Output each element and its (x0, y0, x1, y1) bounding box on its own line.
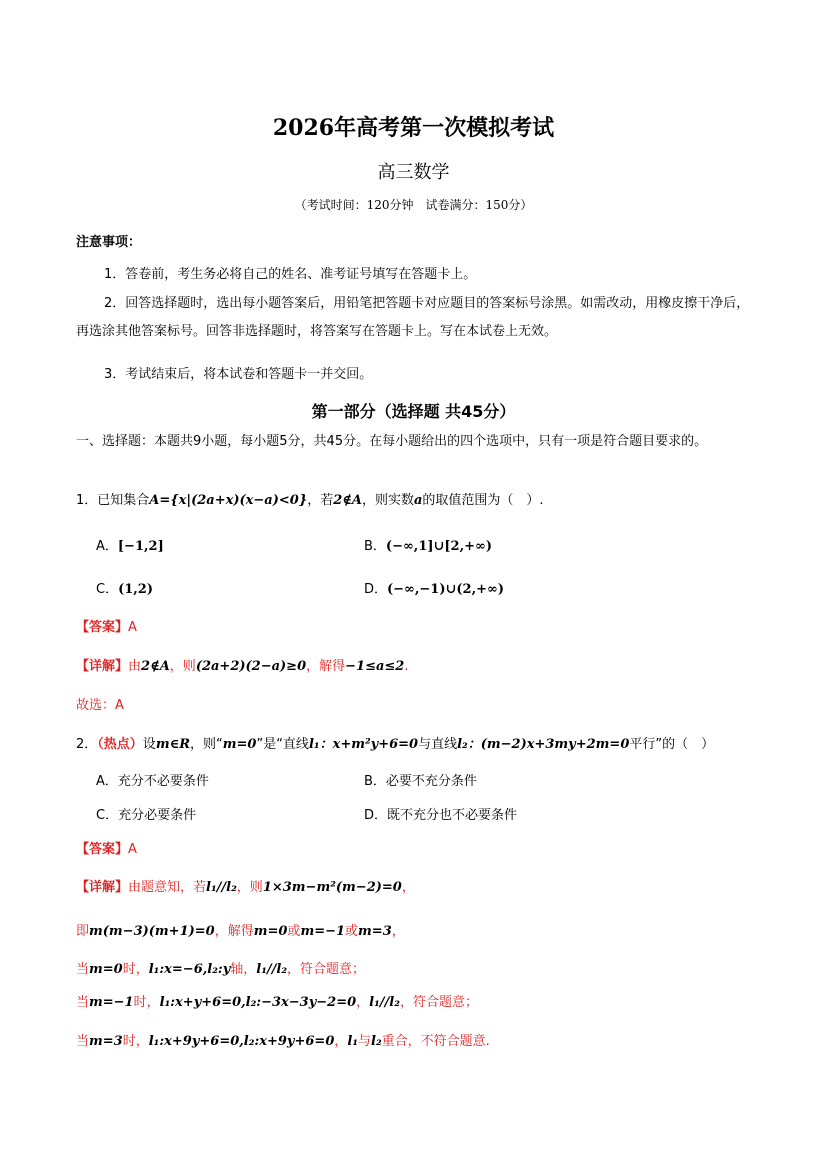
q1-detail-text-g: . (404, 659, 409, 674)
q2-d5-a: 当 (76, 1034, 90, 1049)
q2-d4-f: l₁//l₂ (369, 995, 400, 1010)
q1-detail-text-e: ，解得 (306, 659, 346, 674)
q1-answer-value: A (128, 620, 137, 635)
q2-stem-b: m∈R (155, 737, 190, 752)
q2-d2-e: 或 (287, 924, 301, 939)
q2-d2-i: ， (391, 924, 405, 939)
q1-option-a-label: A． (96, 539, 118, 554)
q2-d2-h: m=3 (358, 924, 392, 939)
q1-ask-suffix: 的取值范围为（ ）. (422, 493, 544, 508)
q1-option-a (96, 535, 164, 554)
q2-option-a: A．充分不必要条件 (96, 774, 209, 789)
q2-d3-f: l₁//l₂ (256, 962, 288, 977)
q2-detail-line-3 (76, 958, 365, 977)
q2-d1-e: ， (401, 880, 415, 895)
q2-detail-tag: 【详解】 (76, 880, 129, 895)
exam-title: 2026年高考第一次模拟考试 (272, 115, 555, 141)
q2-stem-c: ，则“ (190, 737, 223, 752)
q1-detail-text-c: ，则 (169, 659, 196, 674)
q1-detail-expr-d: (2a+2)(2−a)≥0 (195, 659, 307, 674)
subject-title: 高三数学 (377, 162, 450, 183)
q1-cond-prefix: ，若 (307, 493, 334, 508)
q1-detail-text-a: 由 (128, 659, 142, 674)
q2-d3-g: ，符合题意； (287, 962, 366, 977)
part1-title: 第一部分（选择题 共45分） (311, 402, 516, 421)
q2-stem-a: 设 (142, 737, 156, 752)
q2-d1-b: l₁//l₂ (206, 880, 237, 895)
q1-option-c-label: C． (96, 582, 119, 597)
q2-d4-a: 当 (76, 995, 90, 1010)
q2-hot-tag: （热点） (97, 737, 143, 752)
q2-d5-i: 重合，不符合题意. (381, 1034, 490, 1049)
part1-instruction: 一、选择题：本题共9小题，每小题5分，共45分。在每小题给出的四个选项中，只有一项是符合题目要求的。 (76, 434, 708, 449)
q2-stem-f: l₁：x+m²y+6=0 (308, 737, 419, 752)
q2-stem-h: l₂：(m−2)x+3my+2m=0 (457, 737, 630, 752)
q2-d2-a: 即 (76, 924, 90, 939)
q2-d2-d: m=0 (253, 924, 288, 939)
q1-option-b-label: B． (364, 539, 386, 554)
note-item-1: 1．答卷前，考生务必将自己的姓名、准考证号填写在答题卡上。 (104, 267, 477, 282)
q2-detail-line-5 (76, 1030, 490, 1049)
notes-heading: 注意事项： (76, 235, 142, 250)
q1-option-c (96, 578, 153, 597)
q2-d4-c: 时， (133, 995, 160, 1010)
q2-stem-g: 与直线 (418, 737, 458, 752)
q2-d5-e: ， (334, 1034, 348, 1049)
q2-d4-g: ，符合题意； (399, 995, 478, 1010)
q1-detail-expr-f: −1≤a≤2 (345, 659, 405, 674)
q2-answer-tag: 【答案】 (76, 842, 129, 857)
q2-d3-a: 当 (76, 962, 90, 977)
q1-ask-prefix: ，则实数 (361, 493, 414, 508)
q2-d2-b: m(m−3)(m+1)=0 (89, 924, 215, 939)
q2-d4-b: m=−1 (89, 995, 134, 1010)
q2-option-d: D．既不充分也不必要条件 (364, 808, 518, 823)
q2-stem-e: ”是“直线 (256, 737, 309, 752)
q1-detail (76, 655, 408, 674)
question-1-stem (76, 489, 544, 508)
q2-option-b: B．必要不充分条件 (364, 774, 477, 789)
q2-d2-c: ，解得 (214, 924, 254, 939)
q1-set-expr: A={x|(2a+x)(x−a)<0} (149, 493, 308, 508)
q1-choose: 故选：A (76, 698, 124, 713)
q2-detail-line-4 (76, 991, 478, 1010)
q1-answer-tag: 【答案】 (76, 620, 129, 635)
note-item-2: 2．回答选择题时，选出每小题答案后，用铅笔把答题卡对应题目的答案标号涂黑。如需改动，用橡皮擦干净后，再选涂其他答案标号。回答非选择题时，将答案写在答题卡上。写在本试卷上无效。 (76, 296, 750, 339)
q2-d3-e: 轴， (230, 962, 257, 977)
exam-info: （考试时间：120分钟 试卷满分：150分） (294, 198, 533, 212)
q1-number: 1．已知集合 (76, 493, 150, 508)
q2-d4-e: ， (356, 995, 370, 1010)
q1-detail-tag: 【详解】 (76, 659, 129, 674)
q2-option-c: C．充分必要条件 (96, 808, 197, 823)
note-item-3: 3．考试结束后，将本试卷和答题卡一并交回。 (104, 367, 373, 382)
q2-stem-d: m=0 (222, 737, 257, 752)
q1-cond-expr: 2∉A (333, 493, 362, 508)
q2-detail-line-1 (76, 876, 415, 895)
q2-answer (76, 838, 137, 857)
q2-d5-g: 与 (358, 1034, 372, 1049)
q2-d3-c: 时， (122, 962, 149, 977)
q1-option-c-value: (1,2) (118, 582, 153, 597)
q2-d4-d: l₁:x+y+6=0,l₂:−3x−3y−2=0 (159, 995, 357, 1010)
q1-var: a (413, 493, 423, 508)
q1-option-a-value: [−1,2] (117, 539, 164, 554)
q2-d2-f: m=−1 (300, 924, 346, 939)
q1-option-d (364, 578, 504, 597)
q2-detail-line-2 (76, 920, 405, 939)
q2-d3-b: m=0 (89, 962, 123, 977)
q2-d3-d: l₁:x=−6,l₂:y (148, 962, 231, 977)
q2-d5-d: l₁:x+9y+6=0,l₂:x+9y+6=0 (148, 1034, 335, 1049)
q2-number: 2． (76, 737, 98, 752)
q2-d1-a: 由题意知，若 (128, 880, 207, 895)
q2-d5-f: l₁ (347, 1034, 359, 1049)
q1-option-d-value: (−∞,−1)∪(2,+∞) (387, 582, 504, 597)
question-2-stem (76, 733, 714, 752)
q2-d2-g: 或 (345, 924, 359, 939)
q1-detail-expr-b: 2∉A (141, 659, 170, 674)
q2-answer-value: A (128, 842, 137, 857)
q1-answer (76, 616, 137, 635)
q1-option-b (364, 535, 492, 554)
q2-d5-c: 时， (122, 1034, 149, 1049)
q1-option-b-value: (−∞,1]∪[2,+∞) (385, 539, 493, 554)
q2-d5-b: m=3 (89, 1034, 123, 1049)
q2-d5-h: l₂ (371, 1034, 382, 1049)
q2-d1-c: ，则 (236, 880, 263, 895)
q2-d1-d: 1×3m−m²(m−2)=0 (262, 880, 402, 895)
q2-stem-i: 平行”的（ ） (629, 737, 715, 752)
q1-option-d-label: D． (364, 582, 388, 597)
